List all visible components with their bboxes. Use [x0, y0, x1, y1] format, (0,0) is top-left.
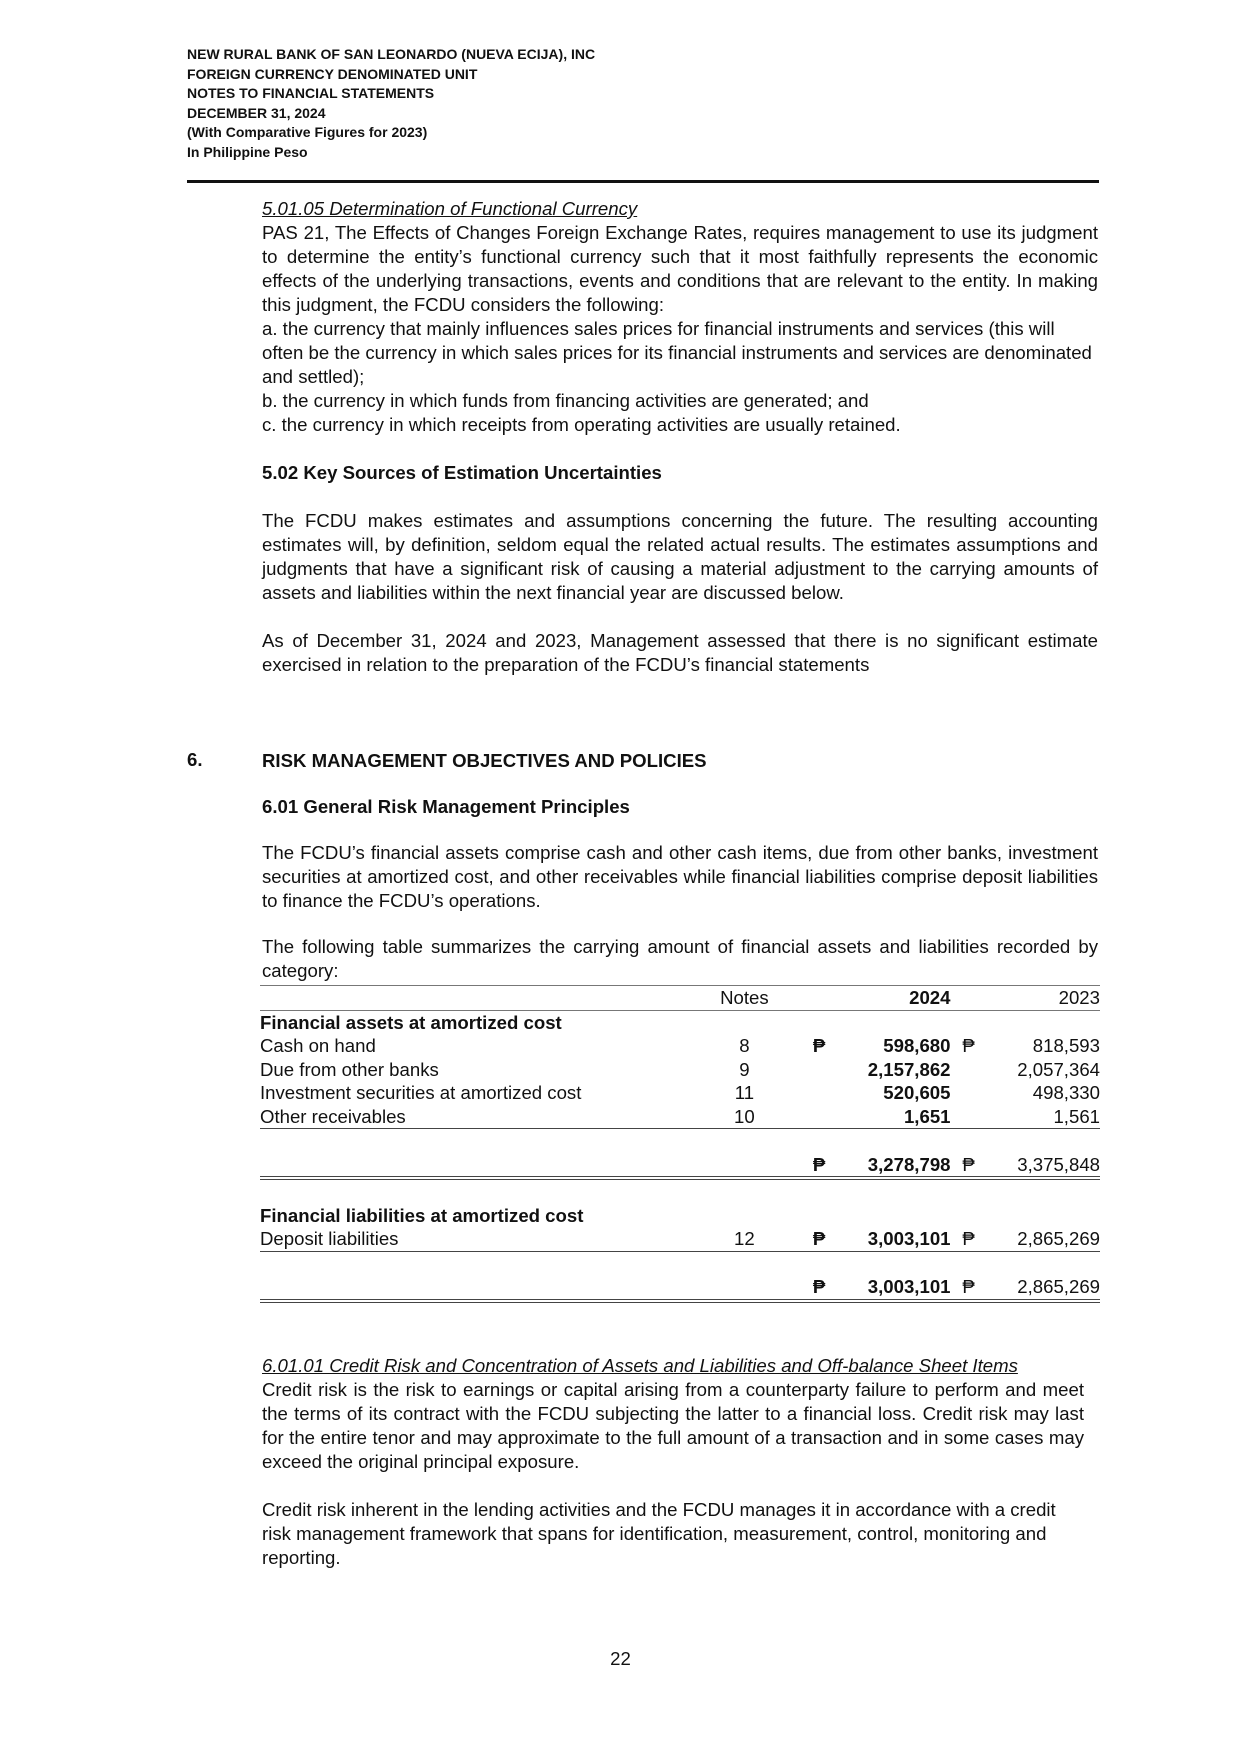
col-2023: 2023 [987, 986, 1100, 1011]
section-number: 6. [187, 749, 203, 770]
paragraph: As of December 31, 2024 and 2023, Management assessed that there is no significant estimate exercised in relation to the preparation of the FCDU’s financial statements [262, 630, 1098, 675]
table-row: Due from other banks 9 2,157,862 2,057,364 [260, 1058, 1100, 1080]
list-item: b. the currency in which funds from financing activities are generated; and [262, 390, 869, 411]
header-line: DECEMBER 31, 2024 [187, 104, 326, 121]
header-line: NEW RURAL BANK OF SAN LEONARDO (NUEVA ECIJA), INC [187, 46, 596, 62]
subsection-title: 6.01 General Risk Management Principles [262, 796, 630, 817]
table-row: Other receivables 10 1,651 1,561 [260, 1105, 1100, 1127]
liabilities-total-row: ₱ 3,003,101 ₱ 2,865,269 [260, 1275, 1100, 1301]
peso-sign: ₱ [962, 1035, 975, 1056]
table-row: Investment securities at amortized cost 11 520,605 498,330 [260, 1082, 1100, 1103]
section-5-01-05 [262, 197, 1098, 437]
list-item: a. the currency that mainly influences sales prices for financial instruments and services (this will often be the currency in which sales prices for its financial instruments and services are denominated and settled); [262, 318, 1092, 387]
section-title: 6.01.01 Credit Risk and Concentration of Assets and Liabilities and Off-balance Sheet Items [262, 1355, 1018, 1376]
header-line: (With Comparative Figures for 2023) [187, 124, 428, 140]
col-2024: 2024 [837, 986, 950, 1011]
paragraph: The FCDU’s financial assets comprise cash and other cash items, due from other banks, investment securities at amortized cost, and other receivables while financial liabilities comprise deposit liabilities to finance the FCDU’s operations. [262, 842, 1098, 911]
list-item: c. the currency in which receipts from operating activities are usually retained. [262, 414, 901, 435]
table-header-row [260, 986, 1100, 1011]
header-line: NOTES TO FINANCIAL STATEMENTS [187, 85, 435, 101]
section-5-02 [262, 461, 1098, 677]
assets-total-row: ₱ 3,278,798 ₱ 3,375,848 [260, 1153, 1100, 1179]
peso-sign: ₱ [812, 1035, 826, 1056]
liabilities-heading-row: Financial liabilities at amortized cost [260, 1204, 584, 1226]
peso-sign: ₱ [951, 1227, 987, 1251]
paragraph: The following table summarizes the carrying amount of financial assets and liabilities recorded by category: [262, 936, 1098, 981]
paragraph: The FCDU makes estimates and assumptions concerning the future. The resulting accounting estimates will, by definition, seldom equal the related actual results. The estimates assumptions and judgments that have a significant risk of causing a material adjustment to the carrying amounts of assets and liabilities within the next financial year are discussed below. [262, 510, 1098, 603]
peso-sign: ₱ [951, 1153, 987, 1179]
section-title: RISK MANAGEMENT OBJECTIVES AND POLICIES [262, 750, 707, 771]
paragraph: Credit risk is the risk to earnings or capital arising from a counterparty failure to perform and meet the terms of its contract with the FCDU subjecting the latter to a financial loss. Credit risk may last for the entire tenor and may approximate to the full amount of a transaction and in some cases may exceed the original principal exposure. [262, 1379, 1084, 1472]
section-title: 5.02 Key Sources of Estimation Uncertainties [262, 462, 662, 483]
page-number: 22 [610, 1648, 631, 1669]
document-header [187, 45, 595, 162]
assets-heading-row: Financial assets at amortized cost [260, 1011, 562, 1033]
section-6 [262, 749, 1098, 983]
header-divider [187, 180, 1099, 183]
col-notes: Notes [688, 986, 801, 1011]
header-line: FOREIGN CURRENCY DENOMINATED UNIT [187, 65, 478, 82]
section-title: 5.01.05 Determination of Functional Currency [262, 198, 638, 219]
peso-sign: ₱ [801, 1275, 837, 1301]
peso-sign: ₱ [951, 1275, 987, 1301]
paragraph: PAS 21, The Effects of Changes Foreign Exchange Rates, requires management to use its judgment to determine the entity’s functional currency such that it most faithfully represents the economic effects of the underlying transactions, events and conditions that are relevant to the entity. In making this judgment, the FCDU considers the following: [262, 222, 1098, 315]
table-row: Cash on hand 8 ₱ 598,680 ₱ 818,593 [260, 1035, 1100, 1056]
header-line: In Philippine Peso [187, 143, 308, 160]
section-6-01-01 [262, 1354, 1084, 1570]
table-row: Deposit liabilities 12 ₱ 3,003,101 ₱ 2,865,269 [260, 1228, 1100, 1249]
peso-sign: ₱ [801, 1227, 837, 1251]
paragraph: Credit risk inherent in the lending activities and the FCDU manages it in accordance with a credit risk management framework that spans for identification, measurement, control, monitoring and reporting. [262, 1499, 1056, 1568]
peso-sign: ₱ [801, 1153, 837, 1179]
financial-instruments-table [260, 985, 1100, 1303]
